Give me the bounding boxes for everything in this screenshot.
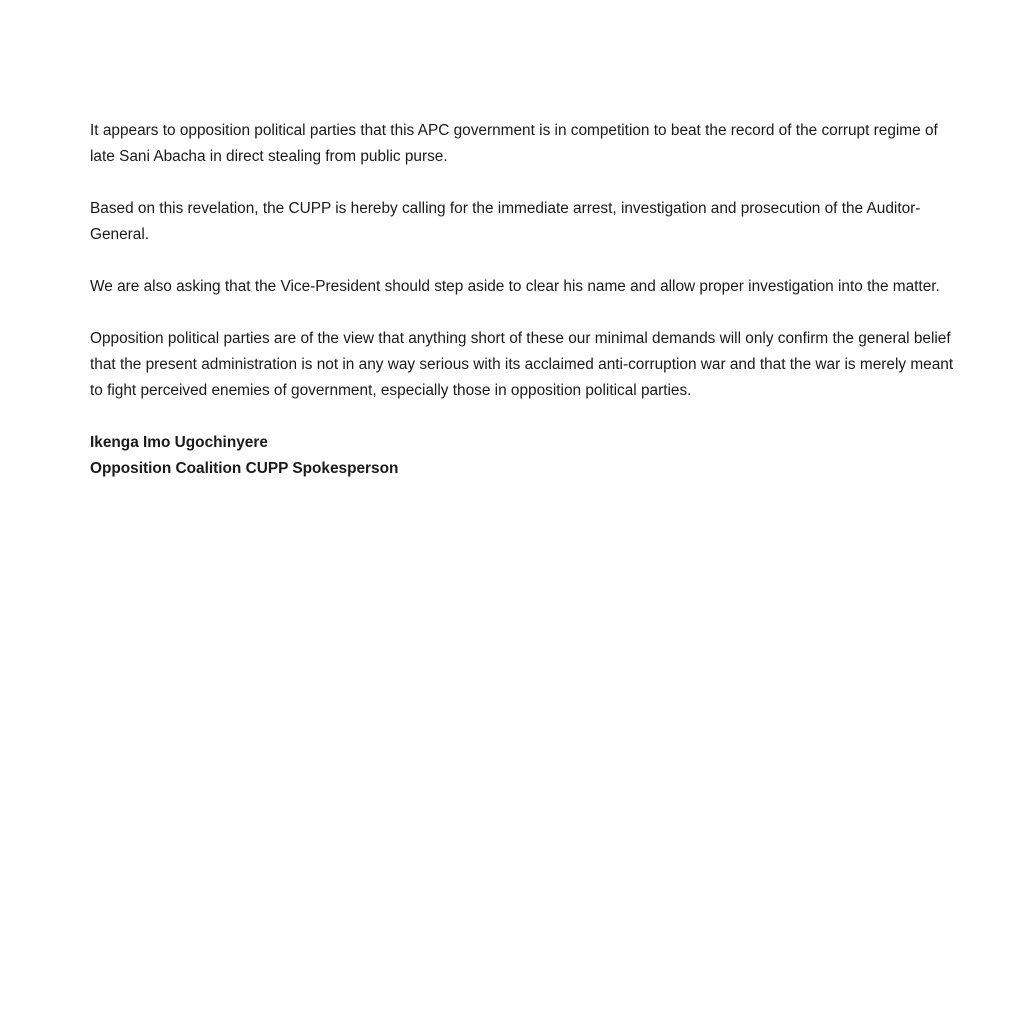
signature-block bbox=[90, 430, 954, 482]
paragraph-minimal-demands: Opposition political parties are of the view that anything short of these our minimal demands will only confirm the general belief that the present administration is not in any way serious with its acclaimed anti-corruption war and that the war is merely meant to fight perceived enemies of government, especially those in opposition political parties. bbox=[90, 330, 954, 399]
paragraph-abacha-comparison: It appears to opposition political parties that this APC government is in competition to beat the record of the corrupt regime of late Sani Abacha in direct stealing from public purse. bbox=[90, 122, 938, 165]
paragraph-vice-president: We are also asking that the Vice-President should step aside to clear his name and allow proper investigation into the matter. bbox=[90, 278, 940, 295]
signature-title: Opposition Coalition CUPP Spokesperson bbox=[90, 460, 399, 477]
signature-name: Ikenga Imo Ugochinyere bbox=[90, 434, 268, 451]
document-body bbox=[90, 118, 954, 404]
paragraph-arrest-demand: Based on this revelation, the CUPP is hereby calling for the immediate arrest, investigation and prosecution of the Auditor-General. bbox=[90, 200, 921, 243]
